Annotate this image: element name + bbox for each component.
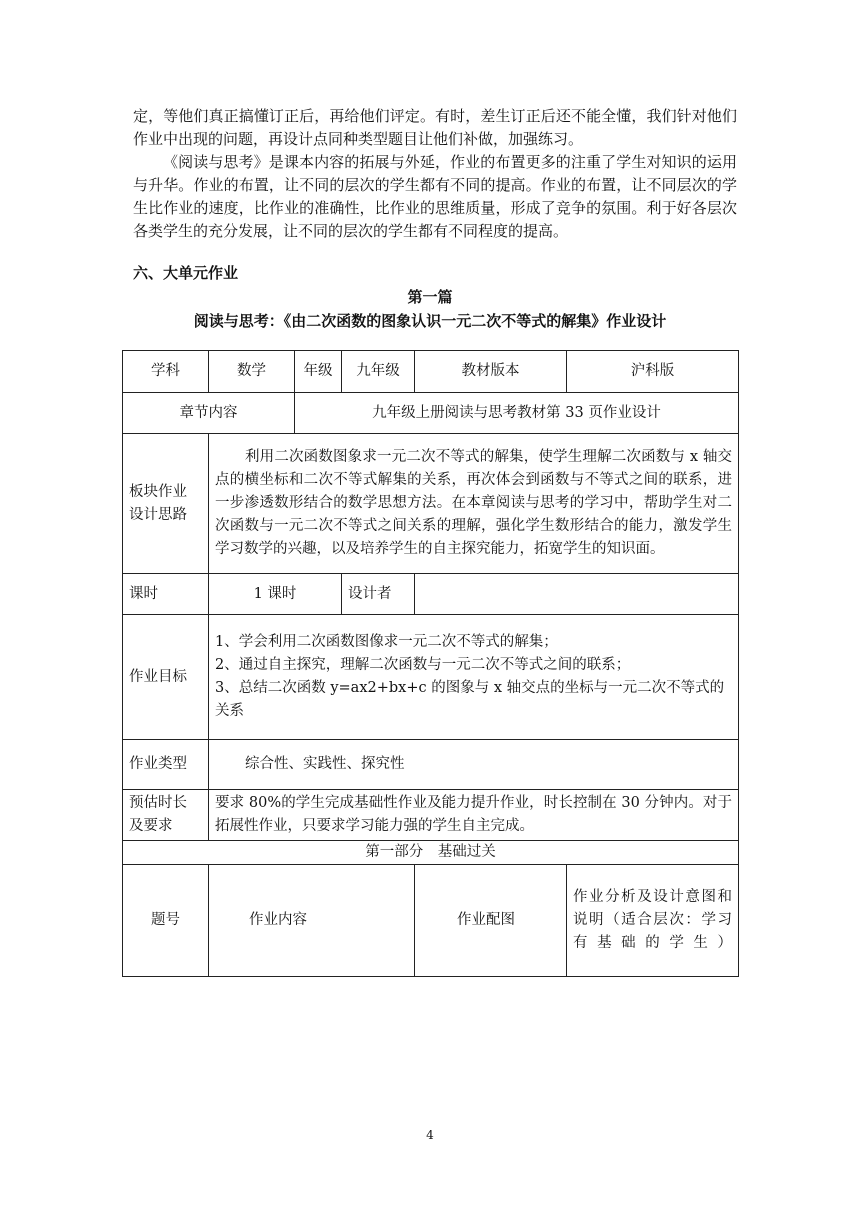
column-analysis: 作业分析及设计意图和说明（适合层次：学习有基础的学生） <box>567 865 739 977</box>
goal-item: 3、总结二次函数 y=ax2+bx+c 的图象与 x 轴交点的坐标与一元二次不等式的关系 <box>215 680 725 719</box>
time-label <box>123 790 209 841</box>
designer-label: 设计者 <box>342 574 415 615</box>
goal-item: 1、学会利用二次函数图像求一元二次不等式的解集； <box>215 634 558 650</box>
period-label: 课时 <box>123 574 209 615</box>
design-label-line-2: 设计思路 <box>129 506 187 523</box>
time-label-line-1: 预估时长 <box>129 795 187 811</box>
column-number: 题号 <box>123 865 209 977</box>
intro-paragraph-1: 定，等他们真正搞懂订正后，再给他们评定。有时，差生订正后还不能全懂，我们针对他们作业中出现的问题，再设计点同种类型题目让他们补做，加强练习。 <box>133 107 737 148</box>
grade-value: 九年级 <box>342 351 415 393</box>
edition-label: 教材版本 <box>415 351 567 393</box>
type-value: 综合性、实践性、探究性 <box>209 740 739 790</box>
homework-design-table <box>122 350 739 977</box>
designer-value <box>415 574 739 615</box>
part-title: 第一部分 基础过关 <box>123 841 739 865</box>
design-label <box>123 434 209 574</box>
goal-item: 2、通过自主探究，理解二次函数与一元二次不等式之间的联系； <box>215 657 631 673</box>
period-value: 1 课时 <box>209 574 342 615</box>
section-heading: 六、大单元作业 <box>133 264 239 282</box>
type-label: 作业类型 <box>123 740 209 790</box>
chapter-label: 章节内容 <box>123 393 295 434</box>
document-title: 阅读与思考：《由二次函数的图象认识一元二次不等式的解集》作业设计 <box>193 312 667 330</box>
edition-value: 沪科版 <box>567 351 739 393</box>
column-content: 作业内容 <box>209 865 415 977</box>
goal-label: 作业目标 <box>123 615 209 740</box>
subject-label: 学科 <box>123 351 209 393</box>
chapter-title: 第一篇 <box>407 288 453 306</box>
design-text: 利用二次函数图象求一元二次不等式的解集，使学生理解二次函数与 x 轴交点的横坐标和二次不等式解集的关系，再次体会到函数与不等式之间的联系，进一步渗透数形结合的数学思想方法。在本章阅读与思考的学习中，帮助学生对二次函数与一元二次不等式之间关系的理解，强化学生数形结合的能力，激发学生学习数学的兴趣，以及培养学生的自主探究能力，拓宽学生的知识面。 <box>209 434 739 574</box>
chapter-value: 九年级上册阅读与思考教材第 33 页作业设计 <box>295 393 739 434</box>
goal-list <box>209 615 739 740</box>
time-value: 要求 80%的学生完成基础性作业及能力提升作业，时长控制在 30 分钟内。对于拓展性作业，只要求学习能力强的学生自主完成。 <box>209 790 739 841</box>
time-label-line-2: 及要求 <box>129 818 173 834</box>
page-number: 4 <box>426 1128 434 1142</box>
design-label-line-1: 板块作业 <box>129 483 187 500</box>
column-figure: 作业配图 <box>415 865 567 977</box>
intro-paragraph-2: 《阅读与思考》是课本内容的拓展与外延，作业的布置更多的注重了学生对知识的运用与升华。作业的布置，让不同的层次的学生都有不同的提高。作业的布置，让不同层次的学生比作业的速度，比作业的准确性，比作业的思维质量，形成了竞争的氛围。利于好各层次各类学生的充分发展，让不同的层次的学生都有不同程度的提高。 <box>133 153 737 240</box>
subject-value: 数学 <box>209 351 295 393</box>
grade-label: 年级 <box>295 351 342 393</box>
